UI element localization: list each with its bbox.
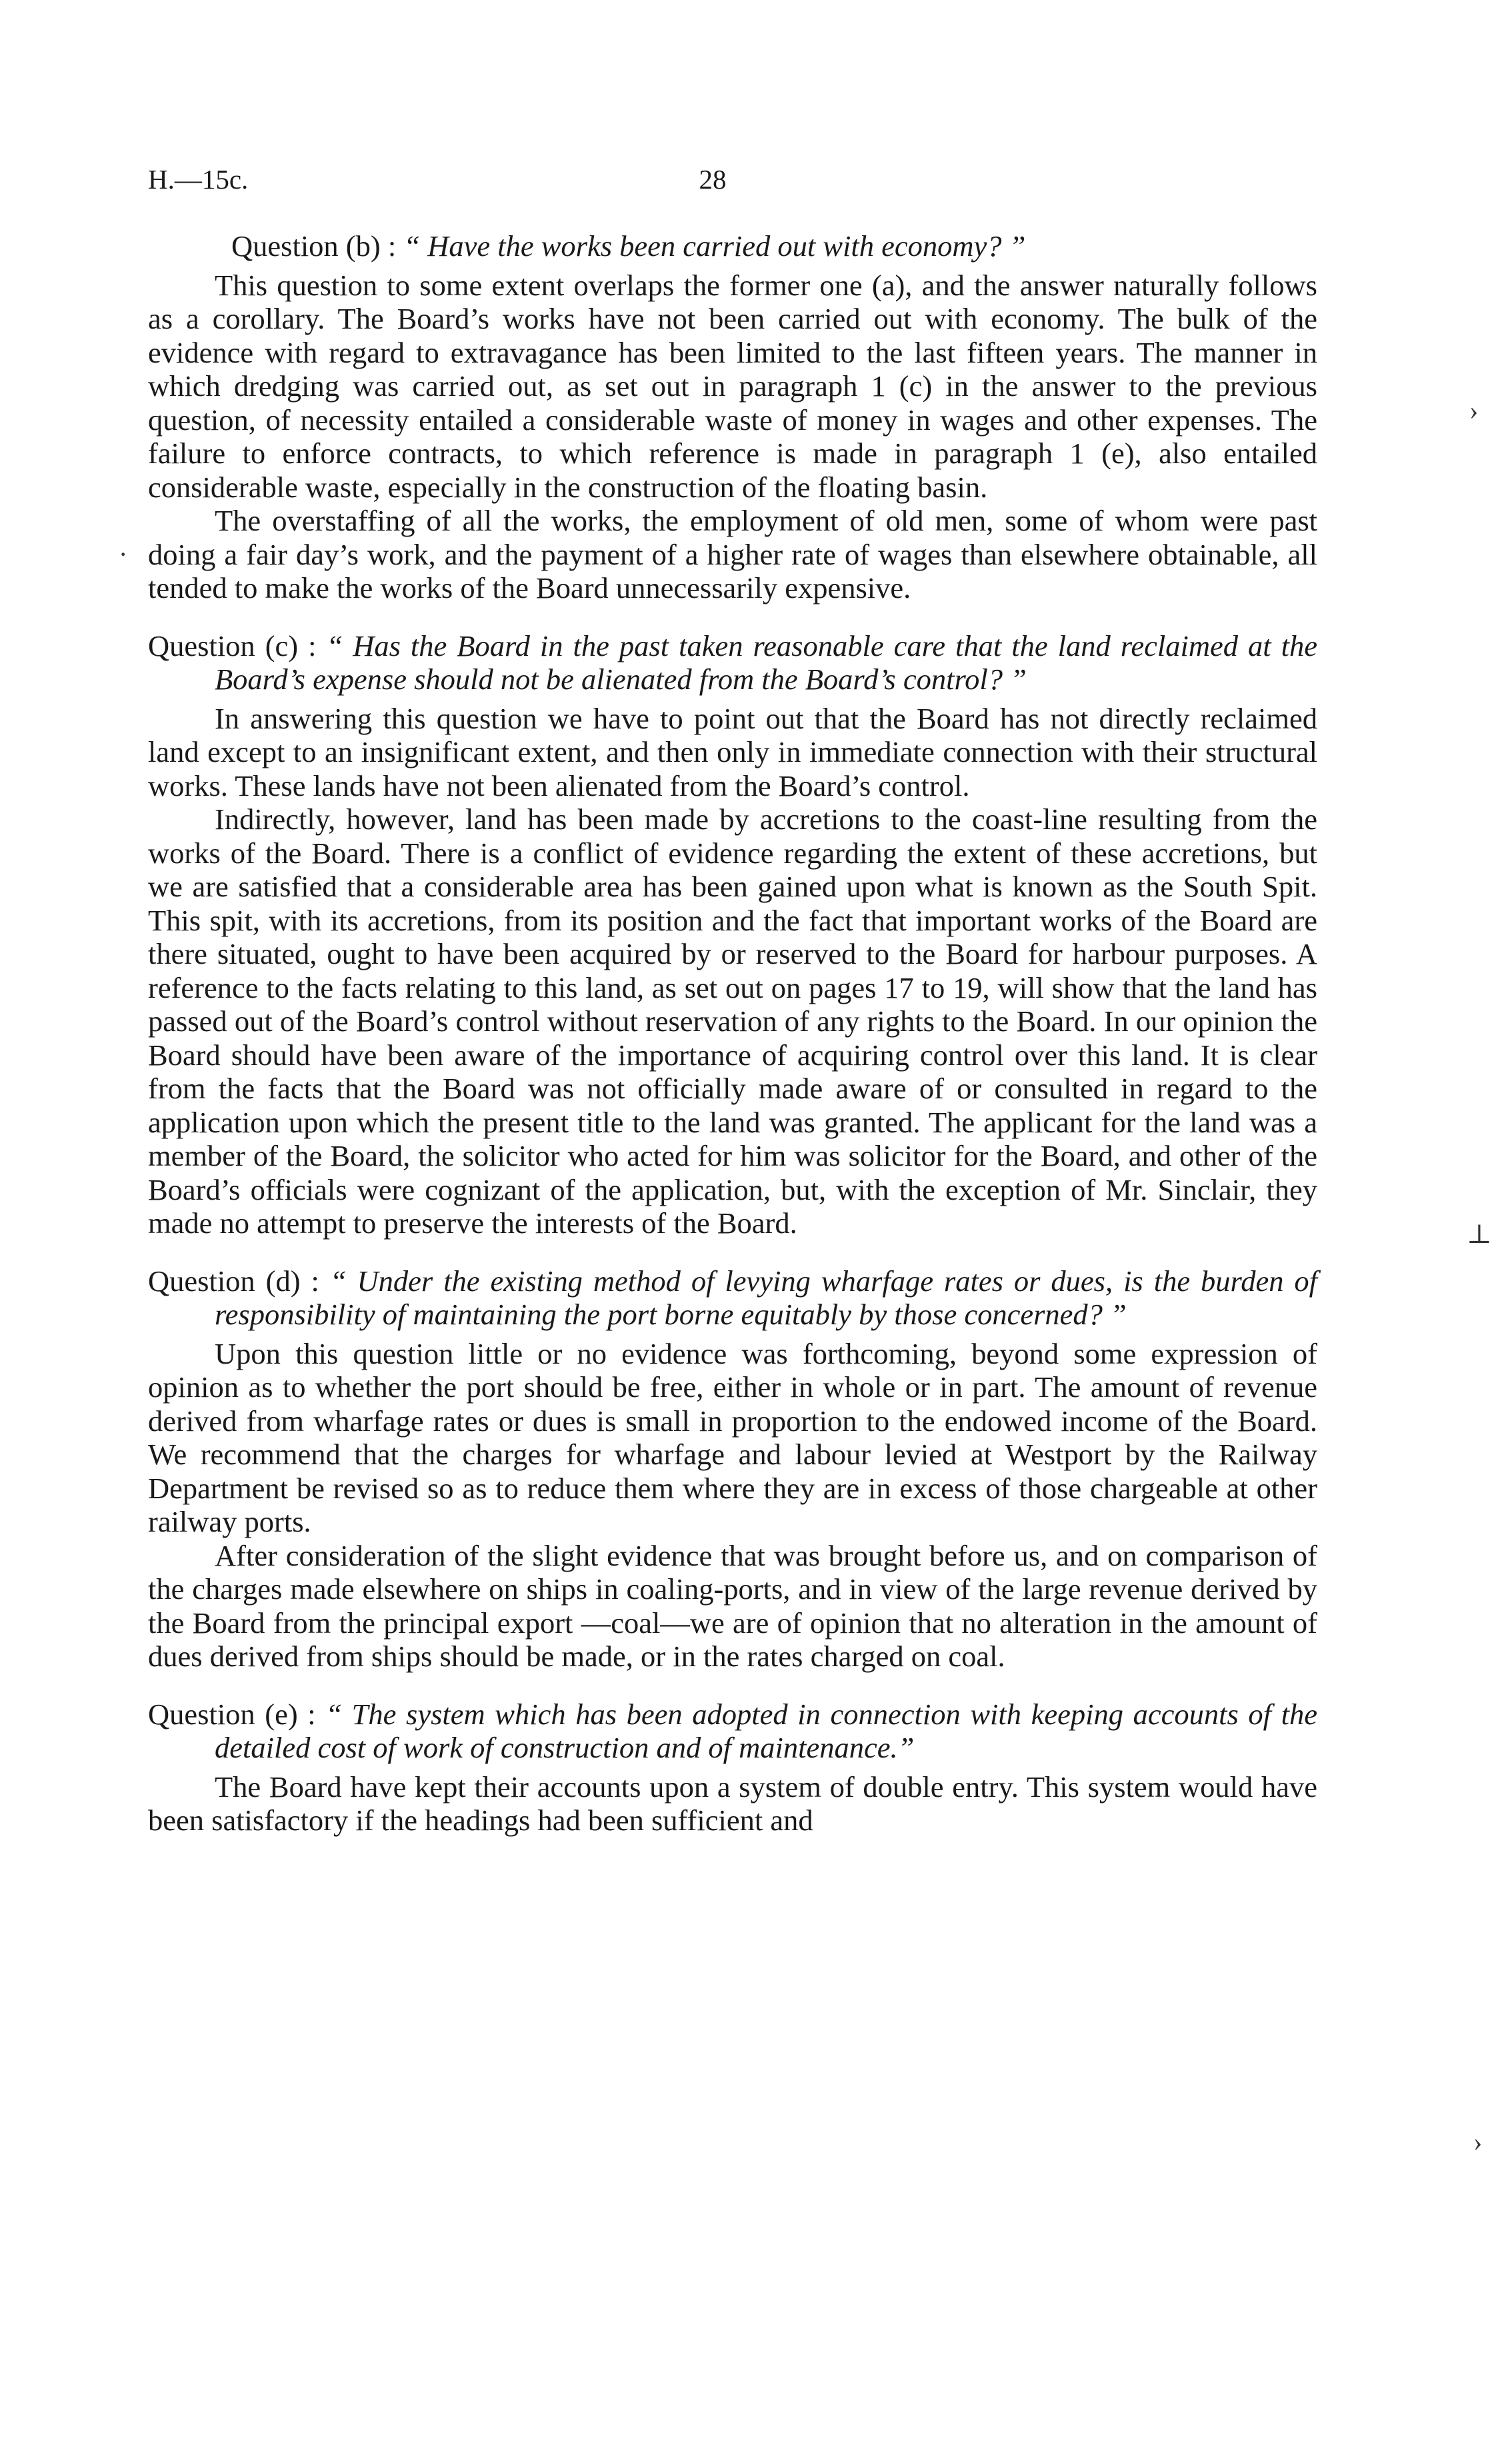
spacer [148, 1332, 1317, 1337]
document-body [148, 229, 1317, 1838]
paragraph: Upon this question little or no evidence was forthcoming, beyond some expression of opinion as to whether the port should be free, either in whole or in part. The amount of revenue derived from wharfage rates or dues is small in proportion to the endowed income of the Board. We recommend that the charges for wharfage and labour levied at Westport by the Railway Department be revised so as to reduce them where they are in excess of those chargeable at other railway ports. [148, 1336, 1317, 1538]
spacer [148, 696, 1317, 702]
section-question-b [148, 229, 1317, 605]
question-label: Question (e) : [148, 1697, 316, 1731]
question-text: “ Have the works been carried out with economy? ” [403, 229, 1026, 263]
question-label: Question (c) : [148, 628, 317, 662]
paragraph: After consideration of the slight evidence that was brought before us, and on comparison of the charges made elsewhere on ships in coaling-ports, and in view of the large revenue derived by the Board from the principal export —coal—we are of opinion that no alteration in the amount of dues derived from ships should be made, or in the rates charged on coal. [148, 1538, 1317, 1673]
question-text: “ Has the Board in the past taken reasonable care that the land reclaimed at the Board’s expense should not be alienated from the Board’s control? ” [215, 628, 1318, 696]
paragraph: In answering this question we have to point out that the Board has not directly reclaimed land except to an insignificant extent, and then only in immediate connection with their structural works. These lands have not been alienated from the Board’s control. [148, 701, 1317, 802]
spacer [148, 1765, 1317, 1770]
question-label: Question (d) : [148, 1264, 319, 1298]
spacer [148, 263, 1317, 269]
paragraph: This question to some extent overlaps the former one (a), and the answer naturally follows as a corollary. The Board’s works have not been carried out with economy. The bulk of the evidence with regard to extravagance has been limited to the last fifteen years. The manner in which dredging was carried out, as set out in paragraph 1 (c) in the answer to the previous question, of necessity entailed a considerable waste of money in wages and other expenses. The failure to enforce contracts, to which reference is made in paragraph 1 (e), also entailed considerable waste, especially in the construction of the floating basin. [148, 268, 1317, 504]
page-number: 28 [699, 164, 727, 195]
scan-margin-mark: · [119, 539, 128, 569]
question-label: Question (b) : [231, 229, 397, 263]
question-text: “ The system which has been adopted in connection with keeping accounts of the detailed cost of work of construction and of maintenance.” [215, 1697, 1318, 1764]
paragraph: Indirectly, however, land has been made by accretions to the coast-line resulting from the works of the Board. There is a conflict of evidence regarding the extent of these accretions, but we are satisfied that a considerable area has been gained upon what is known as the South Spit. This spit, with its accretions, from its position and the fact that important works of the Board are there situated, ought to have been acquired by or reserved to the Board for harbour purposes. A reference to the facts relating to this land, as set out on pages 17 to 19, will show that the land has passed out of the Board’s control without reservation of any rights to the Board. In our opinion the Board should have been aware of the importance of acquiring control over this land. It is clear from the facts that the Board was not officially made aware of or consulted in regard to the application upon which the present title to the land was granted. The applicant for the land was a member of the Board, the solicitor who acted for him was solicitor for the Board, and other of the Board’s officials were cognizant of the application, but, with the exception of Mr. Sinclair, they made no attempt to preserve the interests of the Board. [148, 802, 1317, 1240]
question-heading [148, 1698, 1317, 1765]
report-reference: H.—15c. [148, 164, 249, 195]
section-spacer [148, 1674, 1317, 1698]
scan-margin-mark: ⊥ [1467, 1219, 1492, 1249]
page-header [148, 163, 1317, 203]
question-heading [148, 229, 1317, 263]
paragraph: The overstaffing of all the works, the employment of old men, some of whom were past doing a fair day’s work, and the payment of a higher rate of wages than elsewhere obtainable, all tended to make the works of the Board unnecessarily expensive. [148, 504, 1317, 605]
section-question-c [148, 629, 1317, 1240]
scan-margin-mark: › [1473, 2127, 1483, 2157]
section-question-d [148, 1264, 1317, 1674]
question-text: “ Under the existing method of levying wharfage rates or dues, is the burden of responsibility of maintaining the port borne equitably by those concerned? ” [215, 1264, 1318, 1331]
scan-margin-mark: › [1469, 395, 1479, 425]
section-question-e [148, 1698, 1317, 1838]
question-heading [148, 1264, 1317, 1332]
paragraph: The Board have kept their accounts upon a system of double entry. This system would have been satisfactory if the headings had been sufficient and [148, 1770, 1317, 1837]
section-spacer [148, 605, 1317, 629]
question-heading [148, 629, 1317, 696]
section-spacer [148, 1240, 1317, 1264]
